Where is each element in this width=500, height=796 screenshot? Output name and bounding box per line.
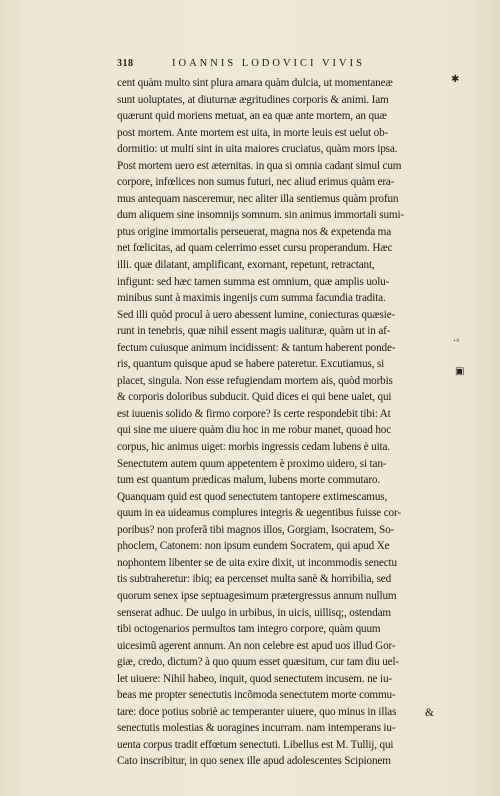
text-line: fectum cuiusque animum incidissent: & tantum haberent ponde-: [117, 341, 396, 354]
body-text-block: [117, 75, 447, 770]
page-header: [117, 58, 447, 74]
text-line: poribus? non proferã tibi magnos illos, Gorgiam, Isocratem, So-: [117, 523, 395, 536]
text-line: Sed illi quòd procul à uero abessent lumine, coniecturas quæsie-: [117, 308, 396, 321]
text-line: ris, quantum quisque apud se habere pateretur. Excutiamus, si: [117, 358, 385, 371]
text-line: nophontem libenter se de uita exire dixit, ut incommodis senectu: [117, 556, 397, 569]
text-line: quærunt quid moriens metuat, an ea quæ ante mortem, an quæ: [117, 110, 387, 123]
text-line: tibi octogenarios permultos tam integro corpore, quàm quum: [117, 623, 381, 636]
text-line: let uiuere: Nihil habeo, inquit, quod senectutem incusem. ne iu-: [117, 672, 392, 685]
text-line: Post mortem uero est æternitas. in qua si omnia cadant simul cum: [117, 159, 402, 172]
text-line: tis subtraheretur: ibiq; ea percenset multa sanè & horribilia, sed: [117, 573, 392, 586]
text-line: mus antequam nasceremur, nec aliter illa sentiemus quàm profun: [117, 192, 399, 205]
text-line: sunt uoluptates, at diuturnæ ægritudines corporis & animi. Iam: [117, 93, 389, 106]
text-line: quum in ea uideamus complures integris & uegentibus fuisse cor-: [117, 507, 401, 520]
text-line: ptus origine immortalis perseuerat, magna nos & expetenda ma: [117, 225, 392, 238]
catchword: &: [425, 707, 434, 719]
text-line: corpus, hic animus uiget: morbis ingressis cedam lubens è uita.: [117, 441, 390, 454]
text-line: Senectutem autem quum appetentem è proximo uidero, si tan-: [117, 457, 387, 470]
text-line: infigunt: sed hæc tamen summa est omnium, quæ amplis uolu-: [117, 275, 390, 288]
text-line: Quanquam quid est quod senectutem tantopere extimescamus,: [117, 490, 388, 503]
text-line: net fœlicitas, ad quam celerrimo esset cursu properandum. Hæc: [117, 242, 393, 255]
text-line: quorum senex ipse septuagesimum prætergressus annum nullum: [117, 589, 397, 602]
text-line: uenta corpus tradit effœtum senectuti. Libellus est M. Tullij, qui: [117, 738, 394, 751]
marginal-mark: ✱: [451, 74, 460, 85]
text-line: runt in tenebris, quæ nihil essent magis ualituræ, quàm ut in af-: [117, 325, 391, 338]
text-line: placet, singula. Non esse refugiendam mortem ais, quòd morbis: [117, 374, 393, 387]
text-line: qui sine me uiuere quàm diu hoc in me robur manet, quoad hoc: [117, 424, 392, 437]
text-line: minibus sunt à maximis ingenijs cum summa facundia tradita.: [117, 292, 386, 305]
text-line: giæ, credo, dictum? à quo quum esset quæsitum, cur tam diu uel-: [117, 656, 399, 669]
text-line: corpore, infœlices non sumus futuri, nec aliud erimus quàm era-: [117, 176, 395, 189]
text-line: Cato inscribitur, in quo senex ille apud adolescentes Scipionem: [117, 755, 391, 768]
text-line: uicesimũ agerent annum. An non celebre est apud uos illud Gor-: [117, 639, 396, 652]
text-line: senserat adhuc. De uulgo in urbibus, in uicis, uillisq;, ostendam: [117, 606, 391, 619]
text-line: beas me propter senectutis incõmoda senectutem morte commu-: [117, 689, 396, 702]
text-line: illi. quæ dilatant, amplificant, exornant, repetunt, retractant,: [117, 259, 375, 272]
text-line: phoclem, Catonem: non ipsum eundem Socratem, qui apud Xe: [117, 540, 390, 553]
marginal-mark: ▣: [455, 366, 465, 377]
text-line: est iuuenis solido & firmo corpore? Is certe respondebit tibi: At: [117, 407, 391, 420]
text-line: tare: doce potius sobriè ac temperanter uiuere, quo minus in illas: [117, 705, 397, 718]
running-head: IOANNIS LODOVICI VIVIS: [172, 58, 365, 69]
marginal-mark: ·ᵃ: [453, 336, 460, 347]
text-line: & corporis doloribus subducit. Quid dices ei qui bene ualet, qui: [117, 391, 392, 404]
text-line: dormitio: ut multi sint in uita maiores cruciatus, quàm mors ipsa.: [117, 143, 398, 156]
text-line: tum est quantum prædicas malum, lubens morte commutaro.: [117, 474, 380, 487]
text-line: dum aliquem sine insomnijs somnum. sin animus immortali sumi-: [117, 209, 405, 222]
folio-number: 318: [117, 58, 134, 69]
text-line: cent quàm multo sint plura amara quàm dulcia, ut momentaneæ: [117, 77, 393, 89]
text-line: senectutis molestias & uoragines incurram. nam intemperans iu-: [117, 722, 396, 735]
text-line: post mortem. Ante mortem est uita, in morte leuis est uelut ob-: [117, 126, 389, 139]
